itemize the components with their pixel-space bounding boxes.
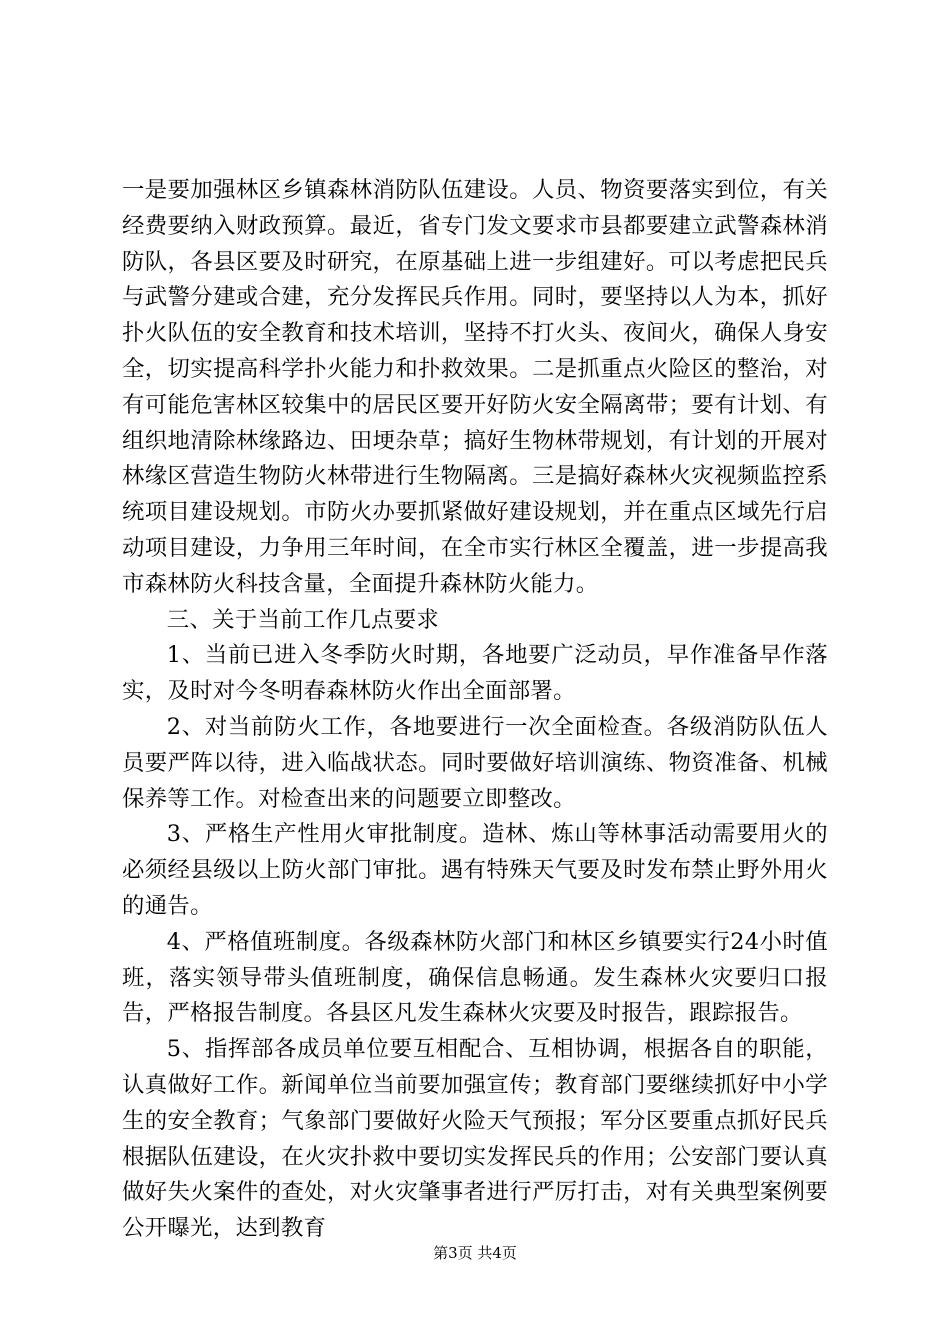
paragraph-requirement-2: 2、对当前防火工作，各地要进行一次全面检查。各级消防队伍人员要严阵以待，进入临战状态。同时要做好培训演练、物资准备、机械保养等工作。对检查出来的问题要立即整改。 [122,713,828,812]
document-body [122,173,828,1247]
paragraph-requirement-3: 3、严格生产性用火审批制度。造林、炼山等林事活动需要用火的必须经县级以上防火部门审批。遇有特殊天气要及时发布禁止野外用火的通告。 [122,821,828,919]
section-heading-current-requirements: 三、关于当前工作几点要求 [166,606,440,633]
page-number-label: 第3页 共4页 [433,1244,517,1262]
page-footer [0,1243,950,1263]
paragraph-forest-firefighting-measures: 一是要加强林区乡镇森林消防队伍建设。人员、物资要落实到位，有关经费要纳入财政预算。最近，省专门发文要求市县都要建立武警森林消防队，各县区要及时研究，在原基础上进一步组建好。可以考虑把民兵与武警分建或合建，充分发挥民兵作用。同时，要坚持以人为本，抓好扑火队伍的安全教育和技术培训，坚持不打火头、夜间火，确保人身安全，切实提高科学扑火能力和扑救效果。二是抓重点火险区的整治，对有可能危害林区较集中的居民区要开好防火安全隔离带；要有计划、有组织地清除林缘路边、田埂杂草；搞好生物林带规划，有计划的开展对林缘区营造生物防火林带进行生物隔离。三是搞好森林火灾视频监控系统项目建设规划。市防火办要抓紧做好建设规划，并在重点区域先行启动项目建设，力争用三年时间，在全市实行林区全覆盖，进一步提高我市森林防火科技含量，全面提升森林防火能力。 [122,177,828,597]
paragraph-requirement-1: 1、当前已进入冬季防火时期，各地要广泛动员，早作准备早作落实，及时对今冬明春森林防火作出全面部署。 [122,642,828,705]
paragraph-requirement-5: 5、指挥部各成员单位要互相配合、互相协调，根据各自的职能，认真做好工作。新闻单位当前要加强宣传；教育部门要继续抓好中小学生的安全教育；气象部门要做好火险天气预报；军分区要重点抓好民兵根据队伍建设，在火灾扑救中要切实发挥民兵的作用；公安部门要认真做好失火案件的查处，对火灾肇事者进行严厉打击，对有关典型案例要公开曝光，达到教育 [122,1036,828,1242]
paragraph-requirement-4: 4、严格值班制度。各级森林防火部门和林区乡镇要实行24小时值班，落实领导带头值班制度，确保信息畅通。发生森林火灾要归口报告，严格报告制度。各县区凡发生森林火灾要及时报告，跟踪报告。 [122,928,828,1027]
